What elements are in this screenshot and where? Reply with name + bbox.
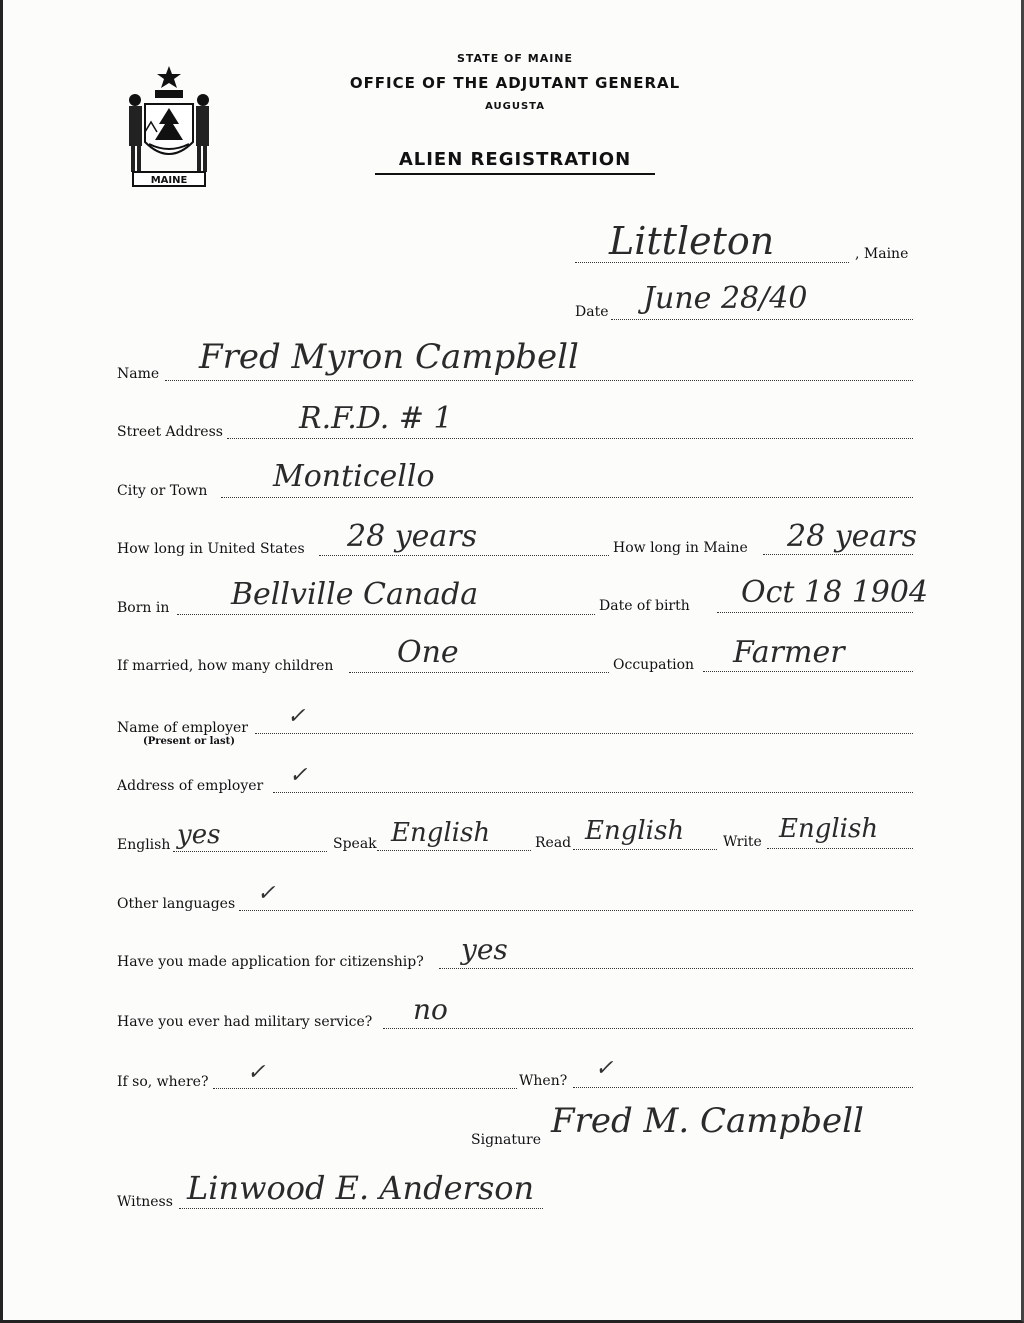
street-line — [227, 438, 913, 439]
employer-label: Name of employer — [117, 720, 248, 736]
city-line — [221, 497, 913, 498]
witness-line — [179, 1208, 543, 1209]
street-label: Street Address — [117, 424, 223, 440]
employer-checkmark-icon: ✓ — [287, 704, 306, 729]
date-label: Date — [575, 304, 609, 320]
us-time-line — [319, 555, 609, 556]
dob-value: Oct 18 1904 — [741, 575, 929, 610]
born-line — [177, 614, 595, 615]
form-title: ALIEN REGISTRATION — [375, 149, 655, 175]
town-value: Littleton — [609, 219, 775, 263]
name-value: Fred Myron Campbell — [199, 337, 579, 377]
military-line — [383, 1028, 913, 1029]
employer-address-label: Address of employer — [117, 778, 264, 794]
name-line — [165, 380, 913, 381]
witness-value: Linwood E. Anderson — [187, 1169, 535, 1207]
military-value: no — [413, 993, 448, 1026]
citizenship-value: yes — [461, 933, 508, 966]
us-time-label: How long in United States — [117, 541, 305, 557]
occupation-label: Occupation — [613, 657, 695, 673]
born-label: Born in — [117, 600, 170, 616]
when-checkmark-icon: ✓ — [595, 1056, 614, 1081]
maine-time-line — [763, 554, 913, 555]
read-line — [573, 849, 717, 850]
maine-time-value: 28 years — [787, 519, 918, 554]
born-value: Bellville Canada — [231, 577, 479, 612]
write-value: English — [779, 814, 879, 844]
speak-label: Speak — [333, 836, 377, 852]
read-label: Read — [535, 835, 572, 851]
citizenship-line — [439, 968, 913, 969]
name-label: Name — [117, 366, 160, 382]
write-line — [767, 848, 913, 849]
employer-address-checkmark-icon: ✓ — [289, 763, 308, 788]
date-line — [611, 319, 913, 320]
office-heading: OFFICE OF THE ADJUTANT GENERAL — [349, 74, 681, 92]
maine-label: , Maine — [855, 246, 909, 262]
dob-label: Date of birth — [599, 598, 690, 614]
signature-label: Signature — [471, 1132, 542, 1148]
svg-text:MAINE: MAINE — [150, 175, 188, 186]
occupation-line — [703, 671, 913, 672]
street-value: R.F.D. # 1 — [299, 401, 453, 436]
employer-note: (Present or last) — [143, 736, 235, 747]
employer-address-line — [273, 792, 913, 793]
city-label: City or Town — [117, 483, 208, 499]
occupation-value: Farmer — [733, 635, 845, 670]
signature-value: Fred M. Campbell — [551, 1101, 864, 1141]
where-label: If so, where? — [117, 1074, 209, 1090]
english-value: yes — [177, 820, 221, 850]
children-value: One — [397, 635, 459, 670]
children-label: If married, how many children — [117, 658, 334, 674]
where-checkmark-icon: ✓ — [247, 1060, 266, 1085]
speak-line — [377, 850, 531, 851]
english-label: English — [117, 837, 171, 853]
military-label: Have you ever had military service? — [117, 1014, 373, 1030]
other-languages-checkmark-icon: ✓ — [257, 881, 276, 906]
where-line — [213, 1088, 517, 1089]
city-heading: AUGUSTA — [485, 101, 545, 112]
other-languages-label: Other languages — [117, 896, 236, 912]
children-line — [349, 672, 609, 673]
city-value: Monticello — [273, 459, 435, 494]
when-label: When? — [519, 1073, 568, 1089]
witness-label: Witness — [117, 1194, 173, 1210]
us-time-value: 28 years — [347, 519, 478, 554]
read-value: English — [585, 816, 685, 846]
date-value: June 28/40 — [643, 281, 808, 316]
english-line — [173, 851, 327, 852]
state-heading: STATE OF MAINE — [456, 52, 574, 65]
maine-time-label: How long in Maine — [613, 540, 748, 556]
dob-line — [717, 612, 913, 613]
write-label: Write — [723, 834, 762, 850]
speak-value: English — [391, 818, 491, 848]
citizenship-label: Have you made application for citizenship? — [117, 954, 424, 970]
employer-line — [255, 733, 913, 734]
other-languages-line — [239, 910, 913, 911]
when-line — [573, 1087, 913, 1088]
